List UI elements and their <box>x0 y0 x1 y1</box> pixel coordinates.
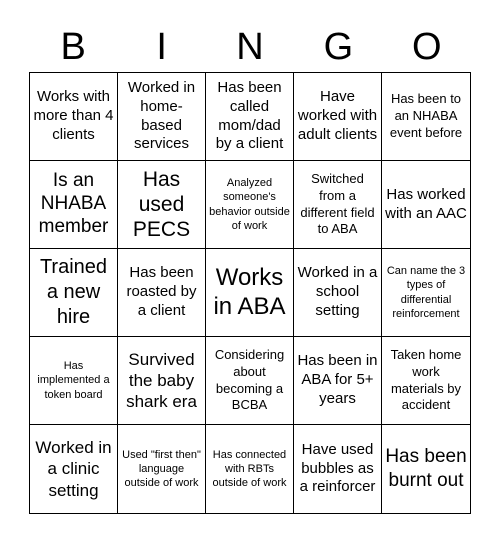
bingo-cell[interactable] <box>206 249 294 337</box>
header-letter-i: I <box>156 26 167 68</box>
bingo-cell[interactable] <box>382 161 470 249</box>
cell-text: Used "first then" language outside of work <box>122 448 201 490</box>
bingo-cell[interactable] <box>382 337 470 425</box>
bingo-cell[interactable] <box>382 425 470 513</box>
cell-text: Has connected with RBTs outside of work <box>212 448 287 490</box>
bingo-cell[interactable] <box>206 425 294 513</box>
cell-text: Worked in a school setting <box>297 264 378 319</box>
cell-text: Has been roasted by a client <box>126 264 197 319</box>
bingo-cell[interactable] <box>118 249 206 337</box>
bingo-cell[interactable] <box>118 73 206 161</box>
bingo-cell[interactable] <box>30 425 118 513</box>
bingo-cell[interactable] <box>206 337 294 425</box>
bingo-cell[interactable] <box>206 161 294 249</box>
cell-text: Analyzed someone's behavior outside of work <box>209 176 290 232</box>
cell-text: Has used PECS <box>132 167 191 242</box>
bingo-cell[interactable] <box>294 249 382 337</box>
cell-text: Survived the baby shark era <box>126 349 197 412</box>
cell-text: Taken home work materials by accident <box>390 346 462 413</box>
bingo-board <box>29 72 471 514</box>
cell-text: Have worked with adult clients <box>297 88 378 143</box>
cell-text: Considering about becoming a BCBA <box>214 346 285 413</box>
bingo-cell[interactable] <box>30 337 118 425</box>
bingo-cell[interactable] <box>294 425 382 513</box>
cell-text: Has been called mom/dad by a client <box>215 79 284 153</box>
bingo-cell[interactable] <box>30 73 118 161</box>
cell-text: Have used bubbles as a reinforcer <box>299 440 376 496</box>
cell-text: Is an NHABA member <box>38 170 109 237</box>
cell-text: Worked in a clinic setting <box>35 438 112 500</box>
bingo-cell[interactable] <box>382 249 470 337</box>
cell-text: Has been to an NHABA event before <box>389 91 463 140</box>
bingo-cell[interactable] <box>118 337 206 425</box>
bingo-cell[interactable] <box>30 249 118 337</box>
header-letter-o: O <box>412 26 442 68</box>
bingo-cell[interactable] <box>294 337 382 425</box>
cell-text: Has been burnt out <box>385 446 467 491</box>
bingo-cell[interactable] <box>30 161 118 249</box>
header-letter-b: B <box>60 26 86 68</box>
bingo-cell[interactable] <box>206 73 294 161</box>
cell-text: Works with more than 4 clients <box>33 88 114 143</box>
cell-text: Works in ABA <box>213 263 286 320</box>
cell-text: Has worked with an AAC <box>385 185 467 222</box>
cell-text: Can name the 3 types of differential reinforcement <box>386 264 466 320</box>
cell-text: Worked in home-based services <box>127 79 196 153</box>
cell-text: Has implemented a token board <box>37 360 110 401</box>
bingo-cell[interactable] <box>294 73 382 161</box>
header-letter-n: N <box>236 26 264 68</box>
cell-text: Trained a new hire <box>39 256 108 328</box>
header-letter-g: G <box>323 26 354 68</box>
cell-text: Switched from a different field to ABA <box>300 170 375 237</box>
bingo-cell[interactable] <box>294 161 382 249</box>
bingo-cell[interactable] <box>382 73 470 161</box>
bingo-cell[interactable] <box>118 161 206 249</box>
cell-text: Has been in ABA for 5+ years <box>297 352 378 407</box>
bingo-cell[interactable] <box>118 425 206 513</box>
bingo-header <box>29 22 471 72</box>
